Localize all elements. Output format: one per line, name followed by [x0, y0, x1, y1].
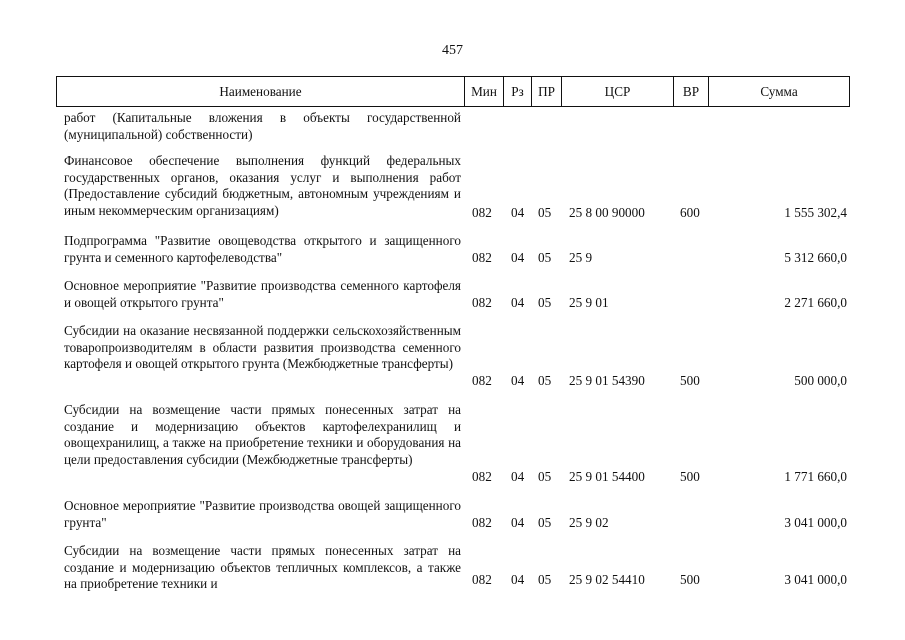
header-csr: ЦСР [561, 77, 673, 106]
row-rz: 04 [511, 515, 525, 530]
row-name: работ (Капитальные вложения в объекты государственной (муниципальной) собственности) [64, 110, 461, 142]
row-pr: 05 [538, 469, 552, 484]
row-sum: 3 041 000,0 [784, 515, 847, 530]
page-number: 457 [442, 43, 463, 58]
row-min: 082 [472, 515, 492, 530]
header-min: Мин [464, 77, 503, 106]
row-csr: 25 9 02 [569, 515, 609, 530]
row-name: Субсидии на оказание несвязанной поддержки сельскохозяйственным товаропроизводителям в области развития производства семенного картофеля и овощей открытого грунта (Межбюджетные трансферты) [64, 323, 461, 371]
row-pr: 05 [538, 515, 552, 530]
row-pr: 05 [538, 572, 552, 587]
row-pr: 05 [538, 295, 552, 310]
row-rz: 04 [511, 373, 525, 388]
row-csr: 25 9 01 [569, 295, 609, 310]
header-sum: Сумма [708, 77, 849, 106]
row-csr: 25 9 01 54390 [569, 373, 645, 388]
row-min: 082 [472, 572, 492, 587]
row-rz: 04 [511, 469, 525, 484]
row-pr: 05 [538, 373, 552, 388]
row-rz: 04 [511, 205, 525, 220]
row-name: Финансовое обеспечение выполнения функций федеральных государственных органов, оказания услуг и выполнения работ (Предоставление субсидий бюджетным, автономным учреждениям и иным некоммерческим организациям) [64, 153, 461, 218]
header-vr: ВР [673, 77, 708, 106]
row-vr: 600 [680, 205, 700, 220]
row-vr: 500 [680, 469, 700, 484]
row-csr: 25 8 00 90000 [569, 205, 645, 220]
row-csr: 25 9 02 54410 [569, 572, 645, 587]
row-name: Основное мероприятие "Развитие производства семенного картофеля и овощей открытого грунта" [64, 278, 461, 310]
row-vr: 500 [680, 373, 700, 388]
row-name: Основное мероприятие "Развитие производства овощей защищенного грунта" [64, 498, 461, 530]
row-min: 082 [472, 250, 492, 265]
table-header [56, 76, 850, 107]
row-min: 082 [472, 205, 492, 220]
header-pr: ПР [531, 77, 561, 106]
row-min: 082 [472, 469, 492, 484]
row-name: Подпрограмма "Развитие овощеводства открытого и защищенного грунта и семенного картофелеводства" [64, 233, 461, 265]
row-sum: 1 771 660,0 [784, 469, 847, 484]
row-sum: 1 555 302,4 [784, 205, 847, 220]
row-sum: 500 000,0 [794, 373, 847, 388]
row-csr: 25 9 01 54400 [569, 469, 645, 484]
row-rz: 04 [511, 295, 525, 310]
row-name: Субсидии на возмещение части прямых понесенных затрат на создание и модернизацию объектов картофелехранилищ и овощехранилищ, а также на приобретение техники и оборудования на цели предоставления субсидии (Межбюджетные трансферты) [64, 402, 461, 467]
row-sum: 5 312 660,0 [784, 250, 847, 265]
row-vr: 500 [680, 572, 700, 587]
row-csr: 25 9 [569, 250, 593, 265]
header-rz: Рз [503, 77, 531, 106]
row-min: 082 [472, 373, 492, 388]
row-sum: 3 041 000,0 [784, 572, 847, 587]
row-sum: 2 271 660,0 [784, 295, 847, 310]
row-min: 082 [472, 295, 492, 310]
row-rz: 04 [511, 572, 525, 587]
header-name: Наименование [219, 84, 302, 99]
row-pr: 05 [538, 250, 552, 265]
row-pr: 05 [538, 205, 552, 220]
row-rz: 04 [511, 250, 525, 265]
row-name: Субсидии на возмещение части прямых понесенных затрат на создание и модернизацию объектов тепличных комплексов, а также на приобретение техники и [64, 543, 461, 591]
